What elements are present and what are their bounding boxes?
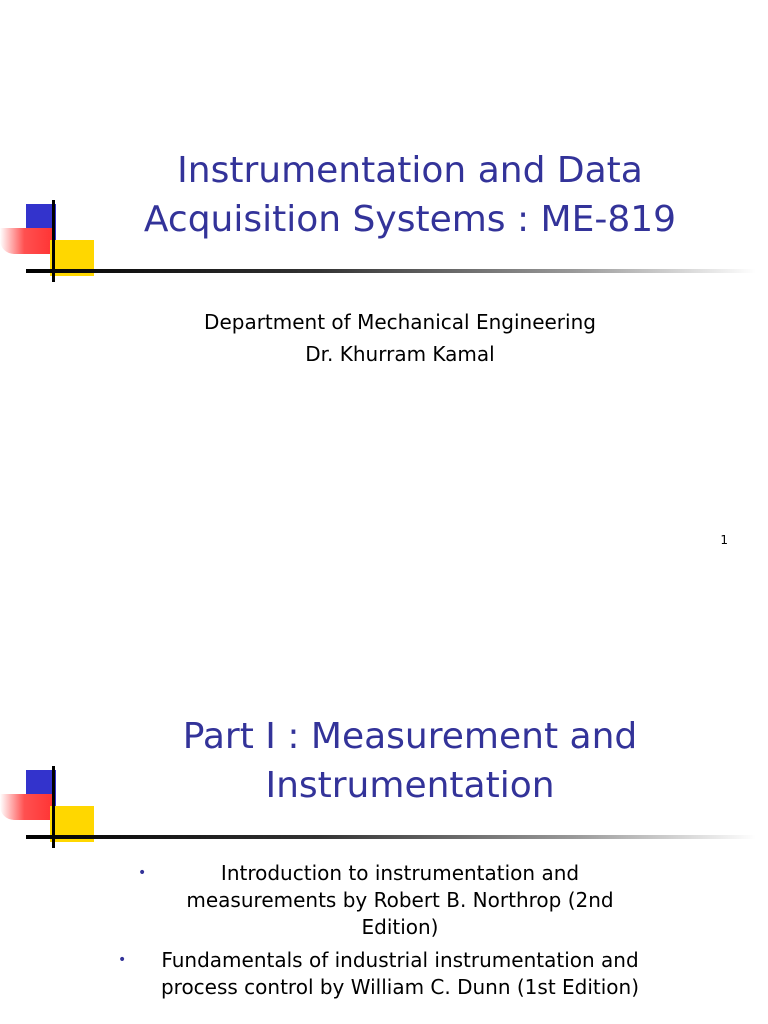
bullet-icon: • (118, 952, 127, 968)
reference-line: Fundamentals of industrial instrumentation and (161, 948, 639, 972)
slide-title (100, 712, 720, 810)
title-line-1: Part I : Measurement and (182, 716, 638, 757)
reference-line: Introduction to instrumentation and (220, 861, 580, 885)
list-item (120, 947, 680, 1001)
list-item (120, 860, 680, 941)
title-divider (26, 269, 756, 273)
reference-list (120, 860, 680, 1007)
author-name: Dr. Khurram Kamal (305, 342, 495, 366)
page-number: 1 (720, 533, 728, 547)
title-line-1: Instrumentation and Data (177, 150, 643, 191)
slide-2 (0, 566, 768, 1024)
reference-line: measurements by Robert B. Northrop (2nd (186, 888, 614, 912)
title-line-2: Instrumentation (265, 765, 555, 806)
bullet-icon: • (138, 865, 147, 881)
reference-line: process control by William C. Dunn (1st Edition) (160, 975, 640, 999)
title-line-2: Acquisition Systems : ME-819 (143, 199, 677, 240)
department-name: Department of Mechanical Engineering (204, 310, 596, 334)
slide-title (100, 146, 720, 244)
title-divider (26, 835, 756, 839)
slide-subtitle (100, 306, 700, 370)
reference-line: Edition) (361, 915, 439, 939)
